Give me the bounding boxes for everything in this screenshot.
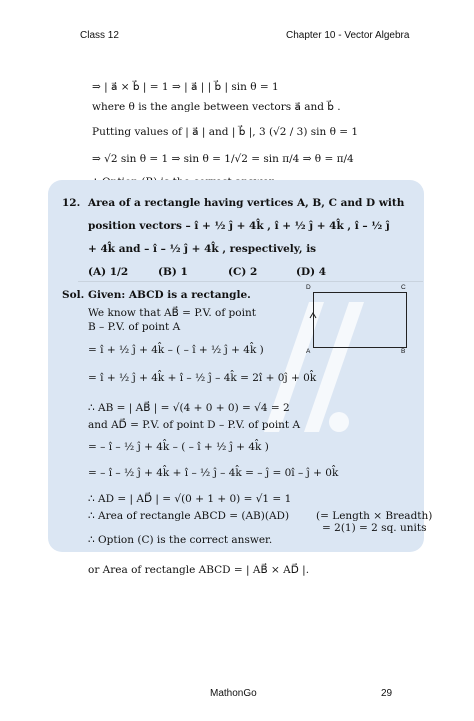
up-arrow-icon xyxy=(309,311,317,321)
solution-label: Sol. xyxy=(62,289,85,301)
solution-given: Given: ABCD is a rectangle. xyxy=(88,289,251,301)
vertex-b-label: B xyxy=(401,348,406,355)
vertex-a-label: A xyxy=(306,348,311,355)
option-b: (B) 1 xyxy=(158,266,188,278)
option-a: (A) 1/2 xyxy=(88,266,129,278)
solution-note-2: = 2(1) = 2 sq. units xyxy=(322,522,427,534)
line-angle-def: where θ is the angle between vectors a⃗ and b⃗ . xyxy=(92,101,341,113)
solution-note-1: (= Length × Breadth) xyxy=(316,510,433,522)
question-line-2: position vectors – î + ½ ĵ + 4k̂ , î + ½ ĵ + 4k̂ , î – ½ ĵ xyxy=(88,220,390,232)
solution-line-2: B – P.V. of point A xyxy=(88,321,181,333)
question-number: 12. xyxy=(62,197,81,209)
solution-line-7: = – î – ½ ĵ + 4k̂ – ( – î + ½ ĵ + 4k̂ ) xyxy=(88,441,269,453)
header-class: Class 12 xyxy=(80,30,119,41)
line-sin-theta: ⇒ √2 sin θ = 1 ⇒ sin θ = 1/√2 = sin π/4 ⇒ θ = π/4 xyxy=(92,153,354,165)
line-cross-product: ⇒ | a⃗ × b⃗ | = 1 ⇒ | a⃗ | | b⃗ | sin θ = 1 xyxy=(92,81,279,93)
option-c: (C) 2 xyxy=(228,266,258,278)
option-d: (D) 4 xyxy=(296,266,327,278)
solution-line-10: ∴ Area of rectangle ABCD = (AB)(AD) xyxy=(88,510,290,522)
vertex-c-label: C xyxy=(401,284,406,291)
solution-line-3: = î + ½ ĵ + 4k̂ – ( – î + ½ ĵ + 4k̂ ) xyxy=(88,344,264,356)
solution-line-8: = – î – ½ ĵ + 4k̂ + î – ½ ĵ – 4k̂ = – ĵ = 0î – ĵ + 0k̂ xyxy=(88,467,339,479)
solution-line-9: ∴ AD = | AD⃗ | = √(0 + 1 + 0) = √1 = 1 xyxy=(88,493,292,505)
question-line-1: Area of a rectangle having vertices A, B, C and D with xyxy=(88,197,405,209)
solution-line-11: ∴ Option (C) is the correct answer. xyxy=(88,534,273,546)
solution-line-6: and AD⃗ = P.V. of point D – P.V. of point A xyxy=(88,419,301,431)
solution-line-4: = î + ½ ĵ + 4k̂ + î – ½ ĵ – 4k̂ = 2î + 0ĵ + 0k̂ xyxy=(88,372,317,384)
line-putting-values: Putting values of | a⃗ | and | b⃗ |, 3 (√2 / 3) sin θ = 1 xyxy=(92,126,359,138)
divider xyxy=(78,281,423,282)
question-line-3: + 4k̂ and – î – ½ ĵ + 4k̂ , respectively, is xyxy=(88,243,317,255)
footer-brand: MathonGo xyxy=(210,688,257,699)
solution-line-1: We know that AB⃗ = P.V. of point xyxy=(88,307,256,319)
alternative-area: or Area of rectangle ABCD = | AB⃗ × AD⃗ |. xyxy=(88,564,310,576)
header-chapter: Chapter 10 - Vector Algebra xyxy=(286,30,410,41)
vertex-d-label: D xyxy=(306,284,311,291)
page-number: 29 xyxy=(381,688,393,699)
rectangle-diagram xyxy=(313,292,407,348)
solution-line-5: ∴ AB = | AB⃗ | = √(4 + 0 + 0) = √4 = 2 xyxy=(88,402,290,414)
